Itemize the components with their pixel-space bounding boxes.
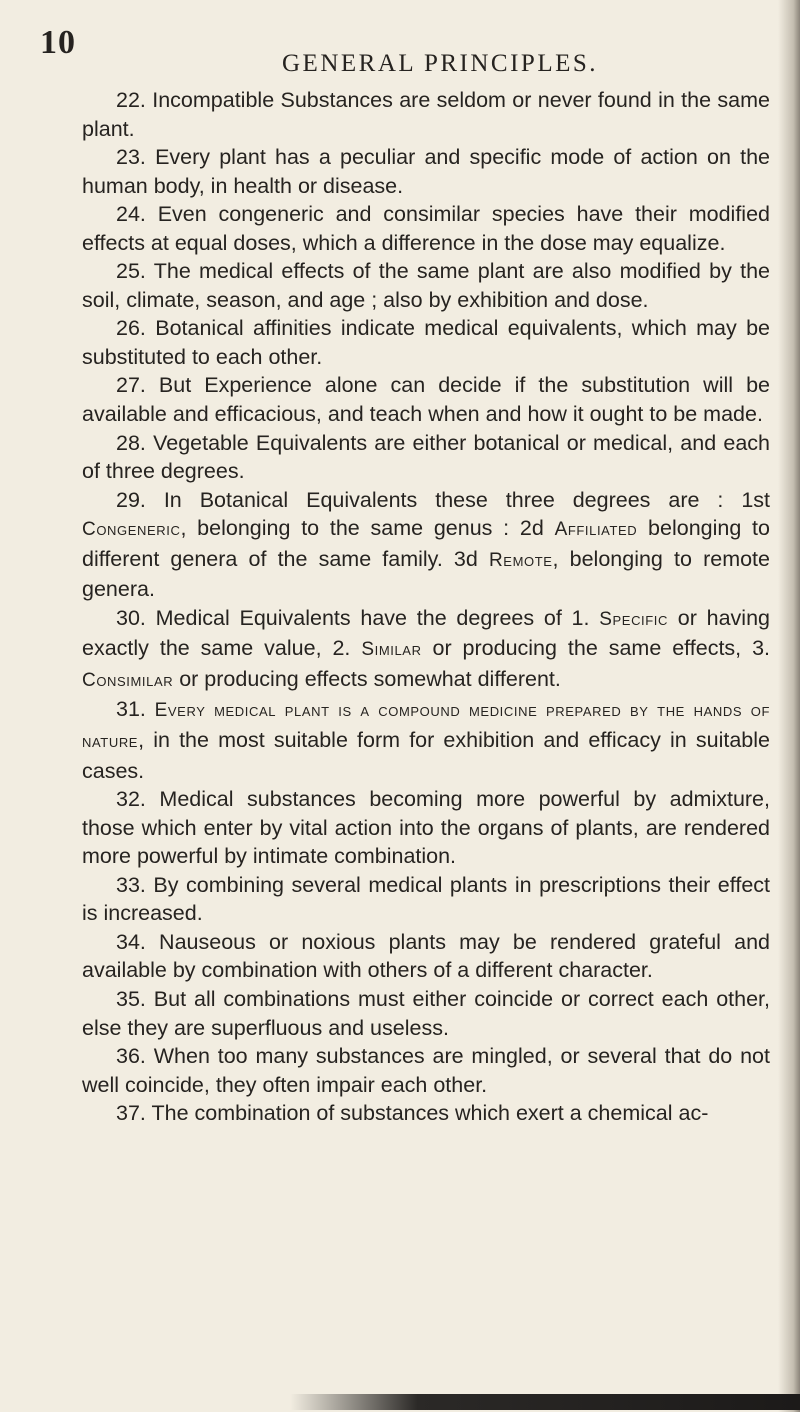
- paragraph-29: [82, 486, 770, 604]
- running-head: GENERAL PRINCIPLES.: [282, 50, 599, 77]
- paragraph-29-text-3: belonging to different genera of the same family. 3d: [82, 516, 770, 571]
- paragraph-30-text-3: or producing the same effects, 3.: [421, 636, 771, 661]
- paragraph-29-text-2: , belonging to the same genus : 2d: [180, 516, 555, 541]
- page-number: 10: [40, 24, 76, 61]
- paragraph-36: 36. When too many substances are mingled, or several that do not well coincide, they often impair each other.: [82, 1044, 770, 1097]
- paragraph-30: [82, 604, 770, 696]
- term-consimilar: Consimilar: [82, 669, 174, 691]
- page-edge-shadow: [778, 0, 800, 1412]
- term-specific: Specific: [599, 608, 669, 630]
- paragraph-31-text-1: 31.: [116, 697, 155, 722]
- paragraph-29-text-1: 29. In Botanical Equivalents these three degrees are : 1st: [116, 487, 770, 512]
- paragraph-25: 25. The medical effects of the same plant are also modified by the soil, climate, season, and age ; also by exhibition and dose.: [82, 259, 770, 312]
- scan-bottom-edge: [290, 1394, 800, 1410]
- body-text: [82, 86, 770, 1128]
- paragraph-30-text-2: or having exactly the same value, 2.: [82, 605, 771, 661]
- paragraph-35: 35. But all combinations must either coincide or correct each other, else they are superfluous and useless.: [82, 986, 770, 1040]
- paragraph-30-text-1: 30. Medical Equivalents have the degrees of 1.: [116, 605, 600, 630]
- paragraph-31-emphasis: Every medical plant is a compound medicine prepared by the hands of nature: [82, 700, 770, 753]
- term-affiliated: Affiliated: [554, 519, 638, 541]
- term-congeneric: Congeneric: [82, 519, 181, 541]
- paragraph-33: 33. By combining several medical plants in prescriptions their effect is increased.: [82, 872, 770, 926]
- paragraph-28: 28. Vegetable Equivalents are either botanical or medical, and each of three degrees.: [82, 430, 770, 484]
- paragraph-30-text-4: or producing effects somewhat different.: [173, 666, 561, 691]
- term-similar: Similar: [361, 639, 422, 661]
- paragraph-26: 26. Botanical affinities indicate medical equivalents, which may be substituted to each other.: [82, 316, 770, 369]
- paragraph-32: 32. Medical substances becoming more powerful by admixture, those which enter by vital action into the organs of plants, are rendered more powerful by intimate combination.: [82, 787, 770, 869]
- paragraph-37: 37. The combination of substances which exert a chemical ac-: [116, 1101, 709, 1126]
- paragraph-22: 22. Incompatible Substances are seldom or never found in the same plant.: [82, 88, 770, 141]
- term-remote: Remote: [488, 549, 553, 571]
- paragraph-23: 23. Every plant has a peculiar and specific mode of action on the human body, in health or disease.: [82, 145, 770, 198]
- paragraph-24: 24. Even congeneric and consimilar species have their modified effects at equal doses, which a difference in the dose may equalize.: [82, 202, 770, 255]
- paragraph-29-text-4: , belonging to remote genera.: [82, 546, 770, 602]
- paragraph-31: [82, 695, 770, 785]
- paragraph-27: 27. But Experience alone can decide if the substitution will be available and efficacious, and teach when and how it ought to be made.: [82, 373, 770, 427]
- paragraph-31-text-2: , in the most suitable form for exhibition and efficacy in suitable cases.: [82, 728, 770, 783]
- paragraph-34: 34. Nauseous or noxious plants may be rendered grateful and available by combination with others of a different character.: [82, 929, 770, 983]
